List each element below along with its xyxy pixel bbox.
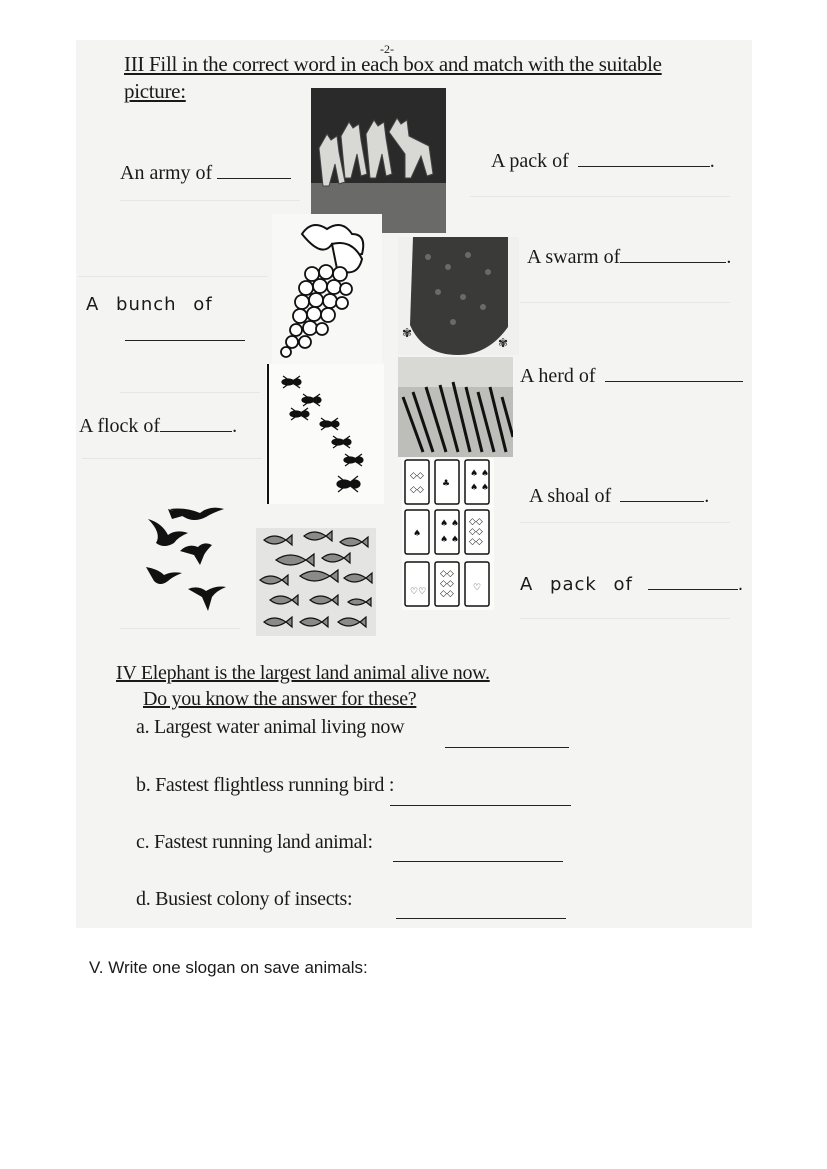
svg-text:◇◇: ◇◇ bbox=[469, 537, 483, 547]
scan-artifact bbox=[120, 392, 260, 393]
svg-text:♠ ♠: ♠ ♠ bbox=[470, 483, 489, 493]
scan-artifact bbox=[120, 200, 300, 201]
answer-d-blank[interactable] bbox=[396, 917, 566, 919]
pack-of-item-2: A pack of . bbox=[520, 574, 745, 595]
pack-of-blank-1[interactable] bbox=[578, 165, 710, 167]
scan-artifact bbox=[78, 276, 268, 277]
ants-icon bbox=[266, 364, 384, 504]
zebras-icon bbox=[398, 357, 513, 457]
svg-text:◇◇: ◇◇ bbox=[469, 527, 483, 537]
svg-text:✾: ✾ bbox=[498, 336, 509, 350]
bees-picture[interactable] bbox=[398, 237, 519, 355]
question-c: c. Fastest running land animal: bbox=[136, 831, 373, 853]
question-d: d. Busiest colony of insects: bbox=[136, 888, 353, 910]
playing-cards-icon bbox=[402, 458, 494, 610]
answer-b-blank[interactable] bbox=[390, 804, 571, 806]
section3-heading: III Fill in the correct word in each box and match with the suitable picture: bbox=[124, 52, 662, 103]
birds-picture[interactable] bbox=[140, 495, 240, 620]
svg-text:◇◇: ◇◇ bbox=[410, 471, 424, 481]
pack-of-blank-2[interactable] bbox=[648, 588, 738, 590]
shoal-of-item: A shoal of . bbox=[529, 485, 710, 507]
svg-text:♠ ♠: ♠ ♠ bbox=[440, 535, 459, 545]
question-a: a. Largest water animal living now bbox=[136, 716, 405, 738]
birds-icon bbox=[140, 495, 240, 620]
pack-of-item-1: A pack of . bbox=[491, 150, 715, 172]
shoal-of-blank[interactable] bbox=[620, 500, 704, 502]
fish-icon bbox=[256, 528, 376, 636]
svg-text:◇◇: ◇◇ bbox=[440, 569, 454, 579]
bees-icon bbox=[398, 237, 519, 355]
svg-text:◇◇: ◇◇ bbox=[440, 589, 454, 599]
bunch-of-item: A bunch of bbox=[86, 294, 213, 315]
swarm-of-blank[interactable] bbox=[620, 261, 726, 263]
svg-text:◇◇: ◇◇ bbox=[469, 517, 483, 527]
svg-text:♠ ♠: ♠ ♠ bbox=[470, 469, 489, 479]
svg-text:♡: ♡ bbox=[473, 583, 482, 593]
wolves-icon bbox=[311, 88, 446, 233]
svg-text:◇◇: ◇◇ bbox=[410, 485, 424, 495]
scan-artifact bbox=[520, 522, 730, 523]
scan-artifact bbox=[520, 618, 730, 619]
page-mark: -2- bbox=[380, 42, 394, 56]
svg-text:◇◇: ◇◇ bbox=[440, 579, 454, 589]
herd-of-blank[interactable] bbox=[605, 380, 743, 382]
ants-picture[interactable] bbox=[266, 364, 384, 504]
grapes-icon bbox=[272, 214, 382, 364]
svg-text:♡♡: ♡♡ bbox=[410, 587, 427, 597]
question-b: b. Fastest flightless running bird : bbox=[136, 774, 395, 796]
fish-picture[interactable] bbox=[256, 528, 376, 636]
army-of-blank[interactable] bbox=[217, 177, 291, 179]
svg-text:✾: ✾ bbox=[402, 326, 413, 340]
section4-subheading: Do you know the answer for these? bbox=[143, 688, 417, 710]
flock-of-item: A flock of . bbox=[79, 415, 238, 437]
swarm-of-item: A swarm of . bbox=[527, 246, 732, 268]
army-of-item: An army of bbox=[120, 162, 291, 185]
section5-prompt: V. Write one slogan on save animals: bbox=[89, 958, 368, 977]
herd-of-item: A herd of bbox=[520, 365, 743, 388]
svg-text:♠ ♠: ♠ ♠ bbox=[440, 519, 459, 529]
svg-text:♣: ♣ bbox=[442, 479, 451, 489]
svg-text:♠: ♠ bbox=[413, 529, 422, 539]
bunch-of-blank[interactable] bbox=[125, 340, 245, 341]
section4-heading: IV Elephant is the largest land animal alive now. bbox=[116, 662, 490, 684]
answer-c-blank[interactable] bbox=[393, 860, 563, 862]
scan-artifact bbox=[520, 302, 730, 303]
wolves-picture[interactable] bbox=[311, 88, 446, 233]
scan-artifact bbox=[82, 458, 262, 459]
flock-of-blank[interactable] bbox=[160, 430, 232, 432]
scan-artifact bbox=[470, 196, 730, 197]
scan-artifact bbox=[120, 628, 240, 629]
grapes-picture[interactable] bbox=[272, 214, 382, 364]
answer-a-blank[interactable] bbox=[445, 746, 569, 748]
playing-cards-picture[interactable] bbox=[402, 458, 494, 610]
zebras-picture[interactable] bbox=[398, 357, 513, 457]
